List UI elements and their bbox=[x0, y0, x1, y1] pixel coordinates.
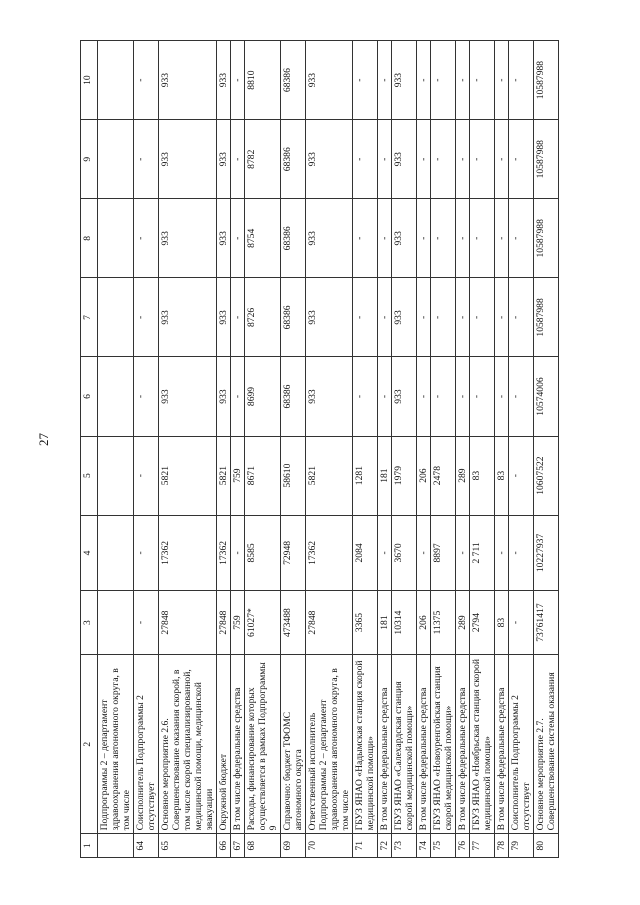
value-cell: - bbox=[134, 120, 159, 199]
row-number-cell: 71 bbox=[353, 834, 378, 858]
value-cell: - bbox=[134, 591, 159, 655]
value-cell: - bbox=[509, 436, 534, 515]
value-cell bbox=[98, 120, 134, 199]
value-cell: 17362 bbox=[159, 515, 217, 591]
value-cell: 759 bbox=[231, 591, 245, 655]
value-cell: 10227937 bbox=[534, 515, 559, 591]
value-cell: - bbox=[456, 357, 470, 436]
value-cell: - bbox=[417, 41, 431, 120]
value-cell: - bbox=[417, 357, 431, 436]
table-row bbox=[431, 41, 456, 858]
row-label-cell: В том числе федеральные средства bbox=[456, 654, 470, 833]
value-cell: 206 bbox=[417, 591, 431, 655]
value-cell: 68386 bbox=[281, 278, 306, 357]
value-cell: - bbox=[509, 120, 534, 199]
row-number-cell: 64 bbox=[134, 834, 159, 858]
value-cell: 2794 bbox=[470, 591, 495, 655]
value-cell: 83 bbox=[495, 591, 509, 655]
value-cell: - bbox=[353, 199, 378, 278]
value-cell: 5821 bbox=[306, 436, 353, 515]
value-cell: 3365 bbox=[353, 591, 378, 655]
value-cell: - bbox=[431, 357, 456, 436]
row-number-cell: 75 bbox=[431, 834, 456, 858]
row-label-cell: ГБУЗ ЯНАО «Надымская станция скорой медицинской помощи» bbox=[353, 654, 378, 833]
value-cell: - bbox=[231, 199, 245, 278]
row-label-cell: В том числе федеральные средства bbox=[495, 654, 509, 833]
value-cell bbox=[98, 41, 134, 120]
value-cell: 933 bbox=[217, 278, 231, 357]
value-cell: 5821 bbox=[217, 436, 231, 515]
value-cell: - bbox=[231, 278, 245, 357]
value-cell: - bbox=[353, 357, 378, 436]
value-cell: 933 bbox=[217, 357, 231, 436]
value-cell bbox=[98, 278, 134, 357]
table-row bbox=[306, 41, 353, 858]
value-cell: - bbox=[456, 41, 470, 120]
value-cell: - bbox=[378, 515, 392, 591]
row-number-cell: 77 bbox=[470, 834, 495, 858]
column-header: 7 bbox=[81, 278, 98, 357]
page-number: 27 bbox=[36, 433, 51, 446]
row-number-cell: 76 bbox=[456, 834, 470, 858]
value-cell: 933 bbox=[306, 120, 353, 199]
value-cell: 17362 bbox=[306, 515, 353, 591]
value-cell: - bbox=[231, 515, 245, 591]
table-row bbox=[353, 41, 378, 858]
value-cell: 8671 bbox=[245, 436, 281, 515]
row-label-cell: ГБУЗ ЯНАО «Ноябрьская станция скорой медицинской помощи» bbox=[470, 654, 495, 833]
table-row bbox=[134, 41, 159, 858]
row-label-cell: Соисполнитель Подпрограммы 2 отсутствует bbox=[509, 654, 534, 833]
row-label-cell: ГБУЗ ЯНАО «Новоуренгойская станция скорой медицинской помощи» bbox=[431, 654, 456, 833]
value-cell: 2478 bbox=[431, 436, 456, 515]
table-body bbox=[98, 41, 559, 858]
value-cell: 289 bbox=[456, 591, 470, 655]
row-label-cell: Основное мероприятие 2.6. Совершенствование оказания скорой, в том числе скорой специализированной, медицинской помощи, медицинской эвакуации bbox=[159, 654, 217, 833]
row-number-cell: 79 bbox=[509, 834, 534, 858]
value-cell: - bbox=[470, 278, 495, 357]
value-cell: 1281 bbox=[353, 436, 378, 515]
value-cell: 5821 bbox=[159, 436, 217, 515]
row-label-cell: ГБУЗ ЯНАО «Салехардская станция скорой медицинской помощи» bbox=[392, 654, 417, 833]
value-cell: - bbox=[509, 591, 534, 655]
row-number-cell: 70 bbox=[306, 834, 353, 858]
value-cell: - bbox=[353, 278, 378, 357]
value-cell: 933 bbox=[306, 357, 353, 436]
row-label-cell: Ответственный исполнитель Подпрограммы 2 – департамент здравоохранения автономного округа, в том числе bbox=[306, 654, 353, 833]
value-cell: 206 bbox=[417, 436, 431, 515]
value-cell: - bbox=[378, 199, 392, 278]
value-cell: - bbox=[495, 515, 509, 591]
value-cell: 933 bbox=[217, 41, 231, 120]
column-header: 4 bbox=[81, 515, 98, 591]
column-header: 5 bbox=[81, 436, 98, 515]
value-cell: 8699 bbox=[245, 357, 281, 436]
value-cell: 10314 bbox=[392, 591, 417, 655]
value-cell: 17362 bbox=[217, 515, 231, 591]
value-cell: 933 bbox=[392, 278, 417, 357]
value-cell: 933 bbox=[392, 41, 417, 120]
row-number-cell: 67 bbox=[231, 834, 245, 858]
value-cell: - bbox=[456, 515, 470, 591]
table-row bbox=[456, 41, 470, 858]
row-label-cell: Соисполнитель Подпрограммы 2 отсутствует bbox=[134, 654, 159, 833]
table-row bbox=[495, 41, 509, 858]
value-cell: - bbox=[509, 515, 534, 591]
value-cell: 933 bbox=[159, 120, 217, 199]
value-cell: 68386 bbox=[281, 357, 306, 436]
value-cell: - bbox=[231, 357, 245, 436]
value-cell: - bbox=[495, 357, 509, 436]
row-label-cell: Подпрограммы 2 – департамент здравоохранения автономного округа, в том числе bbox=[98, 654, 134, 833]
value-cell: 933 bbox=[217, 199, 231, 278]
value-cell: - bbox=[378, 41, 392, 120]
value-cell: 27848 bbox=[159, 591, 217, 655]
value-cell: 933 bbox=[159, 357, 217, 436]
value-cell: - bbox=[456, 120, 470, 199]
value-cell: 933 bbox=[159, 199, 217, 278]
value-cell: 3670 bbox=[392, 515, 417, 591]
row-number-cell: 78 bbox=[495, 834, 509, 858]
row-number-cell: 66 bbox=[217, 834, 231, 858]
value-cell: - bbox=[431, 120, 456, 199]
table-row bbox=[159, 41, 217, 858]
row-number-cell: 68 bbox=[245, 834, 281, 858]
column-header: 6 bbox=[81, 357, 98, 436]
value-cell: - bbox=[134, 41, 159, 120]
value-cell: - bbox=[134, 515, 159, 591]
value-cell: - bbox=[509, 199, 534, 278]
value-cell: - bbox=[456, 278, 470, 357]
value-cell: - bbox=[378, 278, 392, 357]
value-cell: - bbox=[417, 515, 431, 591]
value-cell: 68386 bbox=[281, 199, 306, 278]
row-label-cell: В том числе федеральные средства bbox=[417, 654, 431, 833]
value-cell: 933 bbox=[306, 41, 353, 120]
value-cell: 933 bbox=[306, 199, 353, 278]
value-cell: 8810 bbox=[245, 41, 281, 120]
value-cell: - bbox=[431, 278, 456, 357]
value-cell: - bbox=[378, 120, 392, 199]
value-cell: - bbox=[431, 41, 456, 120]
column-header: 3 bbox=[81, 591, 98, 655]
value-cell: 83 bbox=[495, 436, 509, 515]
row-number-cell: 74 bbox=[417, 834, 431, 858]
value-cell: - bbox=[353, 120, 378, 199]
value-cell: 933 bbox=[159, 41, 217, 120]
value-cell: 933 bbox=[217, 120, 231, 199]
value-cell: - bbox=[378, 357, 392, 436]
value-cell: 759 bbox=[231, 436, 245, 515]
table-row bbox=[534, 41, 559, 858]
value-cell: 10587988 bbox=[534, 199, 559, 278]
value-cell: 27848 bbox=[306, 591, 353, 655]
value-cell: - bbox=[417, 278, 431, 357]
table-row bbox=[245, 41, 281, 858]
table-row bbox=[378, 41, 392, 858]
value-cell: 8754 bbox=[245, 199, 281, 278]
value-cell: 933 bbox=[392, 199, 417, 278]
value-cell bbox=[98, 515, 134, 591]
value-cell: - bbox=[509, 278, 534, 357]
value-cell: - bbox=[470, 120, 495, 199]
value-cell: 2084 bbox=[353, 515, 378, 591]
value-cell: - bbox=[417, 120, 431, 199]
value-cell: 8782 bbox=[245, 120, 281, 199]
column-header: 10 bbox=[81, 41, 98, 120]
value-cell: - bbox=[470, 357, 495, 436]
row-label-cell: Окружной бюджет bbox=[217, 654, 231, 833]
value-cell: 8585 bbox=[245, 515, 281, 591]
value-cell bbox=[98, 357, 134, 436]
value-cell: - bbox=[134, 436, 159, 515]
value-cell: - bbox=[456, 199, 470, 278]
value-cell: - bbox=[431, 199, 456, 278]
value-cell: 83 bbox=[470, 436, 495, 515]
value-cell: 72948 bbox=[281, 515, 306, 591]
value-cell: 181 bbox=[378, 591, 392, 655]
value-cell: - bbox=[509, 41, 534, 120]
value-cell: - bbox=[470, 41, 495, 120]
row-number-cell: 72 bbox=[378, 834, 392, 858]
value-cell: 10587988 bbox=[534, 278, 559, 357]
table-row bbox=[509, 41, 534, 858]
rotated-table-container bbox=[80, 40, 620, 858]
row-label-cell: Расходы, финансирование которых осуществляется в рамках Подпрограммы 9 bbox=[245, 654, 281, 833]
value-cell: - bbox=[495, 120, 509, 199]
value-cell: 473488 bbox=[281, 591, 306, 655]
value-cell: 933 bbox=[159, 278, 217, 357]
row-label-cell: Основное мероприятие 2.7. Совершенствование системы оказания bbox=[534, 654, 559, 833]
table-header-row bbox=[81, 41, 98, 858]
value-cell: 933 bbox=[306, 278, 353, 357]
value-cell: - bbox=[470, 199, 495, 278]
table-row bbox=[231, 41, 245, 858]
value-cell bbox=[98, 199, 134, 278]
column-header: 2 bbox=[81, 654, 98, 833]
value-cell: 73761417 bbox=[534, 591, 559, 655]
value-cell: 11375 bbox=[431, 591, 456, 655]
value-cell: 10587988 bbox=[534, 120, 559, 199]
value-cell bbox=[98, 591, 134, 655]
value-cell: 933 bbox=[392, 357, 417, 436]
value-cell: 8726 bbox=[245, 278, 281, 357]
value-cell: 10574006 bbox=[534, 357, 559, 436]
row-label-cell: В том числе федеральные средства bbox=[378, 654, 392, 833]
column-header: 1 bbox=[81, 834, 98, 858]
row-label-cell: В том числе федеральные средства bbox=[231, 654, 245, 833]
value-cell: - bbox=[134, 278, 159, 357]
budget-table bbox=[80, 40, 559, 858]
value-cell: 289 bbox=[456, 436, 470, 515]
value-cell: 68386 bbox=[281, 120, 306, 199]
value-cell: - bbox=[134, 199, 159, 278]
value-cell: 68386 bbox=[281, 41, 306, 120]
value-cell: - bbox=[495, 199, 509, 278]
row-number-cell: 80 bbox=[534, 834, 559, 858]
value-cell: - bbox=[231, 41, 245, 120]
table-row bbox=[217, 41, 231, 858]
row-number-cell: 69 bbox=[281, 834, 306, 858]
row-number-cell bbox=[98, 834, 134, 858]
value-cell bbox=[98, 436, 134, 515]
value-cell: 8897 bbox=[431, 515, 456, 591]
row-label-cell: Справочно: бюджет ТФОМС автономного округа bbox=[281, 654, 306, 833]
column-header: 9 bbox=[81, 120, 98, 199]
value-cell: - bbox=[231, 120, 245, 199]
row-number-cell: 65 bbox=[159, 834, 217, 858]
value-cell: - bbox=[353, 41, 378, 120]
table-row bbox=[281, 41, 306, 858]
value-cell: - bbox=[509, 357, 534, 436]
column-header: 8 bbox=[81, 199, 98, 278]
value-cell: 10607522 bbox=[534, 436, 559, 515]
value-cell: - bbox=[495, 278, 509, 357]
value-cell: - bbox=[495, 41, 509, 120]
table-row bbox=[98, 41, 134, 858]
row-number-cell: 73 bbox=[392, 834, 417, 858]
table-row bbox=[470, 41, 495, 858]
value-cell: 10587988 bbox=[534, 41, 559, 120]
value-cell: 61027* bbox=[245, 591, 281, 655]
value-cell: - bbox=[134, 357, 159, 436]
table-row bbox=[392, 41, 417, 858]
value-cell: 933 bbox=[392, 120, 417, 199]
value-cell: 1979 bbox=[392, 436, 417, 515]
value-cell: 2 711 bbox=[470, 515, 495, 591]
value-cell: 58610 bbox=[281, 436, 306, 515]
value-cell: - bbox=[417, 199, 431, 278]
table-row bbox=[417, 41, 431, 858]
value-cell: 27848 bbox=[217, 591, 231, 655]
value-cell: 181 bbox=[378, 436, 392, 515]
